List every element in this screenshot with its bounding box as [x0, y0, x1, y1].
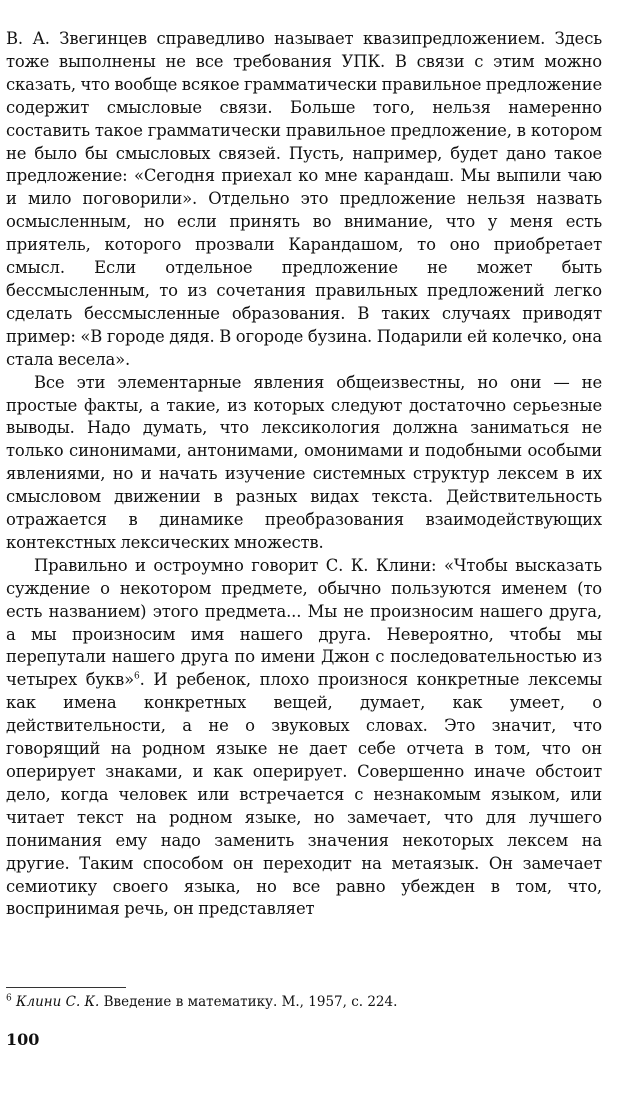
paragraph-3-continuation: И ребенок, плохо произнося конкретные лексемы как имена конкретных вещей, думает, как умеет, о действительности, а не о звуковых словах. Это значит, что говорящий на родном языке не дает себе отчета в том, что он оперирует знаками, и как оперирует. Совершенно иначе обстоит дело, когда человек или встречается с незнакомым языком, или читает текст на родном языке, но замечает, что для лучшего понимания ему надо заменить значения некоторых лексем на другие. Таким способом он переходит на метаязык. Он замечает семиотику своего языка, но все равно убежден в том, что, воспринимая речь, он представляет: [6, 670, 603, 919]
page-body: [6, 28, 602, 921]
footnote-marker: 6: [6, 993, 12, 1004]
footnote: [6, 993, 602, 1011]
footnote-author: Клини С. К.: [16, 994, 100, 1010]
page-number: 100: [6, 1030, 40, 1049]
paragraph-3: Правильно и остроумно говорит С. К. Клини: «Чтобы высказать суждение о некотором предмете, обычно пользуются именем (то есть названием) этого предмета... Мы не произносим нашего друга, а мы произносим имя нашего друга. Невероятно, чтобы мы перепутали нашего друга по имени Джон с последовательностью из четырех букв»$^6$. И ребенок, плохо произнося конкретные лексемы как имена конкретных вещей, думает, как умеет, о действительности, а не о звуковых словах. Это значит, что говорящий на родном языке не дает себе отчета в том, что он оперирует знаками, и как оперирует. Совершенно иначе обстоит дело, когда человек или встречается с незнакомым языком, или читает текст на родном языке, но замечает, что для лучшего понимания ему надо заменить значения некоторых лексем на другие. Таким способом он переходит на метаязык. Он замечает семиотику своего языка, но все равно убежден в том, что, воспринимая речь, он представляет: [6, 555, 603, 919]
footnote-text: Введение в математику. М., 1957, с. 224.: [99, 994, 398, 1010]
footnote-reference: 6: [133, 671, 140, 682]
footnote-divider: [6, 987, 126, 988]
paragraph-2: Все эти элементарные явления общеизвестны, но они — не простые факты, а такие, из которых следуют достаточно серьезные выводы. Надо думать, что лексикология должна заниматься не только синонимами, антонимами, омонимами и подобными особыми явлениями, но и начать изучение системных структур лексем в их смысловом движении в разных видах текста. Действительность отражается в динамике преобразования взаимодействующих контекстных лексических множеств.: [6, 372, 602, 552]
paragraph-1: В. А. Звегинцев справедливо называет квазипредложением. Здесь тоже выполнены не все требования УПК. В связи с этим можно сказать, что вообще всякое грамматически правильное предложение содержит смысловые связи. Больше того, нельзя намеренно составить такое грамматически правильное предложение, в котором не было бы смысловых связей. Пусть, например, будет дано такое предложение: «Сегодня приехал ко мне карандаш. Мы выпили чаю и мило поговорили». Отдельно это предложение нельзя назвать осмысленным, но если принять во внимание, что у меня есть приятель, которого прозвали Карандашом, то оно приобретает смысл. Если отдельное предложение не может быть бессмысленным, то из сочетания правильных предложений легко сделать бессмысленные образования. В таких случаях приводят пример: «В городе дядя. В огороде бузина. Подарили ей колечко, она стала весела».: [6, 29, 603, 369]
paragraph-3-text: Правильно и остроумно говорит С. К. Клини: «Чтобы высказать суждение о некотором предмете, обычно пользуются именем (то есть названием) этого предмета... Мы не произносим нашего друга, а мы произносим имя нашего друга. Невероятно, чтобы мы перепутали нашего друга по имени Джон с последовательностью из четырех букв»: [6, 555, 602, 690]
